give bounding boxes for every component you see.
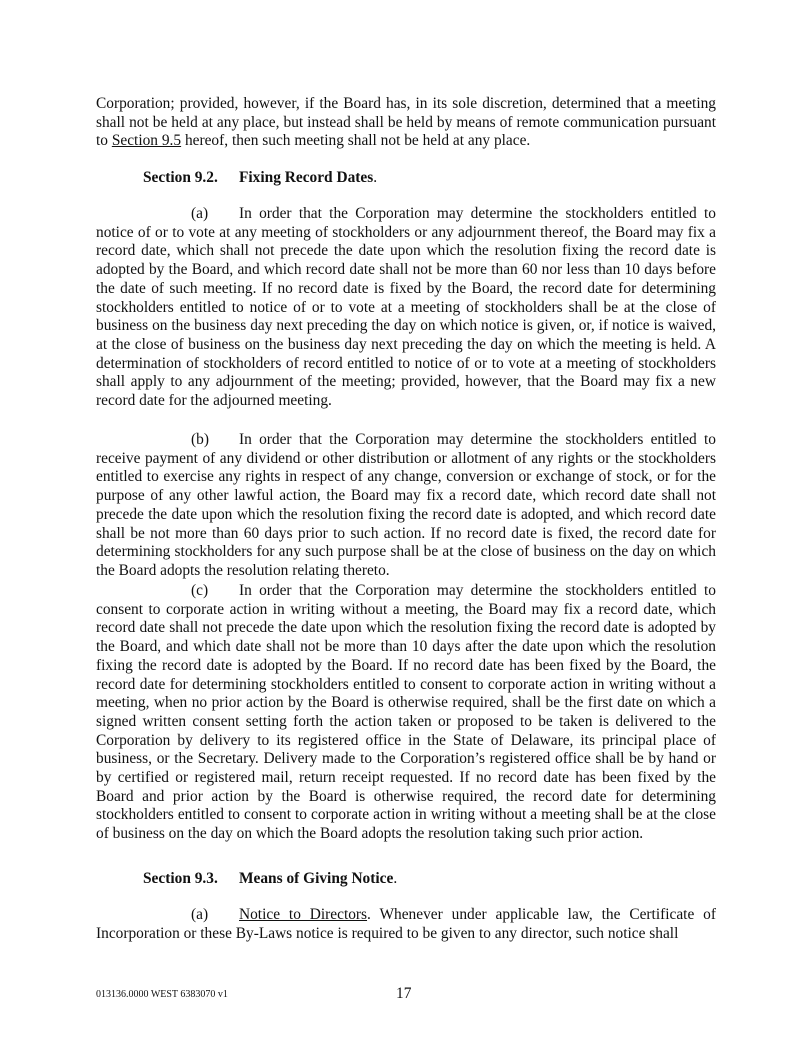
paragraph-text: In order that the Corporation may determine the stockholders entitled to consent to corporate action in writing without a meeting, the Board may fix a record date, which record date shall not precede the date upon which the resolution fixing the record date is adopted by the Board, and which date shall not be more than 10 days after the date upon which the resolution fixing the record date is adopted by the Board. If no record date has been fixed by the Board, the record date for determining stockholders entitled to consent to corporate action in writing without a meeting, when no prior action by the Board is otherwise required, shall be the first date on which a signed written consent setting forth the action taken or proposed to be taken is delivered to the Corporation by delivery to its registered office in the State of Delaware, its principal place of business, or the Secretary. Delivery made to the Corporation’s registered office shall be by hand or by certified or registered mail, return receipt requested. If no record date has been fixed by the Board and prior action by the Board is otherwise required, the record date for determining stockholders entitled to consent to corporate action in writing without a meeting shall be at the close of business on the day on which the Board adopts the resolution taking such prior action.: [96, 582, 716, 843]
paragraph-9-3-a: [96, 906, 716, 943]
section-number: Section 9.2.: [143, 169, 218, 186]
paragraph-text: In order that the Corporation may determine the stockholders entitled to notice of or to vote at any meeting of stockholders or any adjournment thereof, the Board may fix a record date, which shall not precede the date upon which the resolution fixing the record date is adopted by the Board, and which record date shall not be more than 60 nor less than 10 days before the date of such meeting. If no record date is fixed by the Board, the record date for determining stockholders entitled to notice of or to vote at a meeting of stockholders shall be at the close of business on the business day next preceding the day on which notice is given, or, if notice is waived, at the close of business on the business day next preceding the day on which the meeting is held. A determination of stockholders of record entitled to notice of or to vote at a meeting of stockholders shall apply to any adjournment of the meeting; provided, however, that the Board may fix a new record date for the adjourned meeting.: [96, 205, 716, 410]
paragraph-label: (a): [191, 205, 209, 222]
section-9-2-heading: [143, 169, 377, 188]
paragraph-label: (b): [191, 431, 209, 448]
paragraph-text: . Whenever under applicable law, the Certificate of Incorporation or these By-Laws notice is required to be given to any director, such notice shall: [96, 906, 716, 942]
paragraph-9-2-a: [96, 205, 716, 411]
section-9-5-reference[interactable]: Section 9.5: [111, 132, 182, 150]
paragraph-9-2-c: [96, 582, 716, 844]
paragraph-label: (a): [191, 906, 209, 923]
paragraph-label: (c): [191, 582, 209, 599]
paragraph-subtitle: Notice to Directors: [239, 906, 368, 923]
title-period: .: [373, 169, 378, 186]
opening-text: Corporation; provided, however, if the Board has, in its sole discretion, determined that a meeting shall not be held at any place, but instead shall be held by means of remote communication pursuant to: [96, 95, 716, 150]
section-title: Means of Giving Notice: [239, 870, 394, 887]
section-number: Section 9.3.: [143, 870, 218, 887]
page-number: 17: [396, 985, 412, 1002]
opening-text-end: hereof, then such meeting shall not be held at any place.: [181, 132, 531, 150]
section-9-3-heading: [143, 870, 397, 889]
paragraph-9-2-b: [96, 431, 716, 581]
title-period: .: [393, 870, 398, 887]
footer-document-id: 013136.0000 WEST 6383070 v1: [96, 989, 228, 1000]
paragraph-text: In order that the Corporation may determine the stockholders entitled to receive payment of any dividend or other distribution or allotment of any rights or the stockholders entitled to exercise any rights in respect of any change, conversion or exchange of stock, or for the purpose of any other lawful action, the Board may fix a record date, which record date shall not precede the date upon which the resolution fixing the record date is adopted, and which record date shall be not more than 60 days prior to such action. If no record date is fixed, the record date for determining stockholders for any such purpose shall be at the close of business on the day on which the Board adopts the resolution relating thereto.: [96, 431, 716, 579]
opening-paragraph: [96, 95, 716, 151]
section-title: Fixing Record Dates: [239, 169, 374, 186]
